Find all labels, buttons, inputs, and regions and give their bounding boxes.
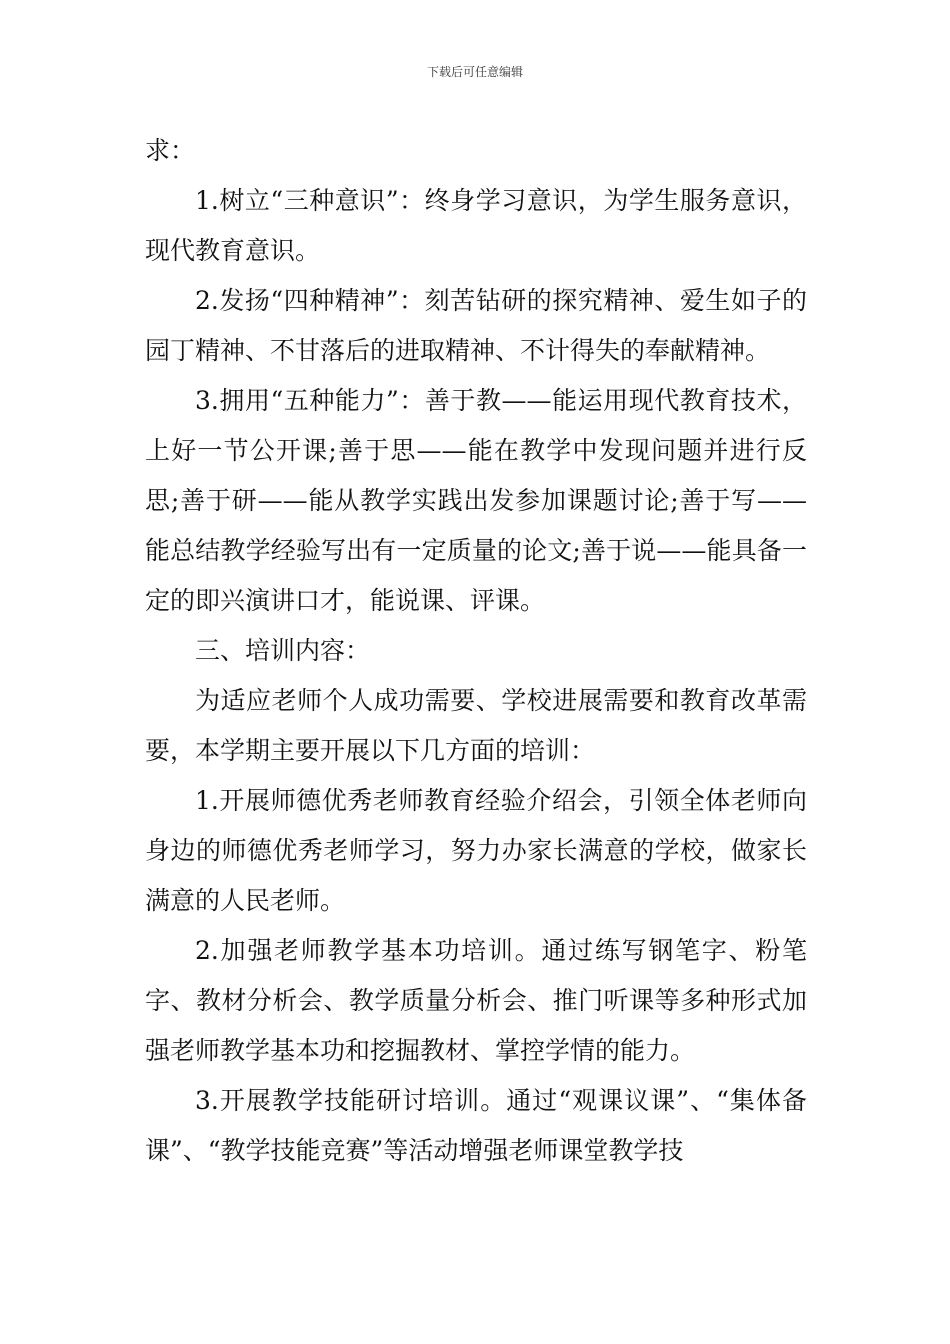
paragraph-three-awareness: 1.树立“三种意识”：终身学习意识，为学生服务意识，现代教育意识。 (145, 186, 807, 265)
paragraph-training-item-2: 2.加强老师教学基本功培训。通过练写钢笔字、粉笔字、教材分析会、教学质量分析会、推门听课等多种形式加强老师教学基本功和挖掘教材、掌控学情的能力。 (145, 936, 807, 1065)
paragraph-four-spirits: 2.发扬“四种精神”：刻苦钻研的探究精神、爱生如子的园丁精神、不甘落后的进取精神、不计得失的奉献精神。 (145, 286, 807, 365)
paragraph-continuation: 求： (145, 136, 196, 165)
paragraph-five-abilities: 3.拥用“五种能力”：善于教——能运用现代教育技术，上好一节公开课;善于思——能在教学中发现问题并进行反思;善于研——能从教学实践出发参加课题讨论;善于写——能总结教学经验写出有一定质量的论文;善于说——能具备一定的即兴演讲口才，能说课、评课。 (145, 386, 807, 615)
paragraph-training-item-1: 1.开展师德优秀老师教育经验介绍会，引领全体老师向身边的师德优秀老师学习，努力办家长满意的学校，做家长满意的人民老师。 (145, 786, 807, 915)
paragraph-training-intro: 为适应老师个人成功需要、学校进展需要和教育改革需要，本学期主要开展以下几方面的培训： (145, 686, 807, 765)
page-header: 下载后可任意编辑 (426, 65, 523, 79)
document-body (145, 126, 807, 1176)
section-heading-training-content: 三、培训内容： (195, 636, 371, 665)
paragraph-training-item-3: 3.开展教学技能研讨培训。通过“观课议课”、“集体备课”、“教学技能竞赛”等活动增强老师课堂教学技 (145, 1086, 807, 1165)
